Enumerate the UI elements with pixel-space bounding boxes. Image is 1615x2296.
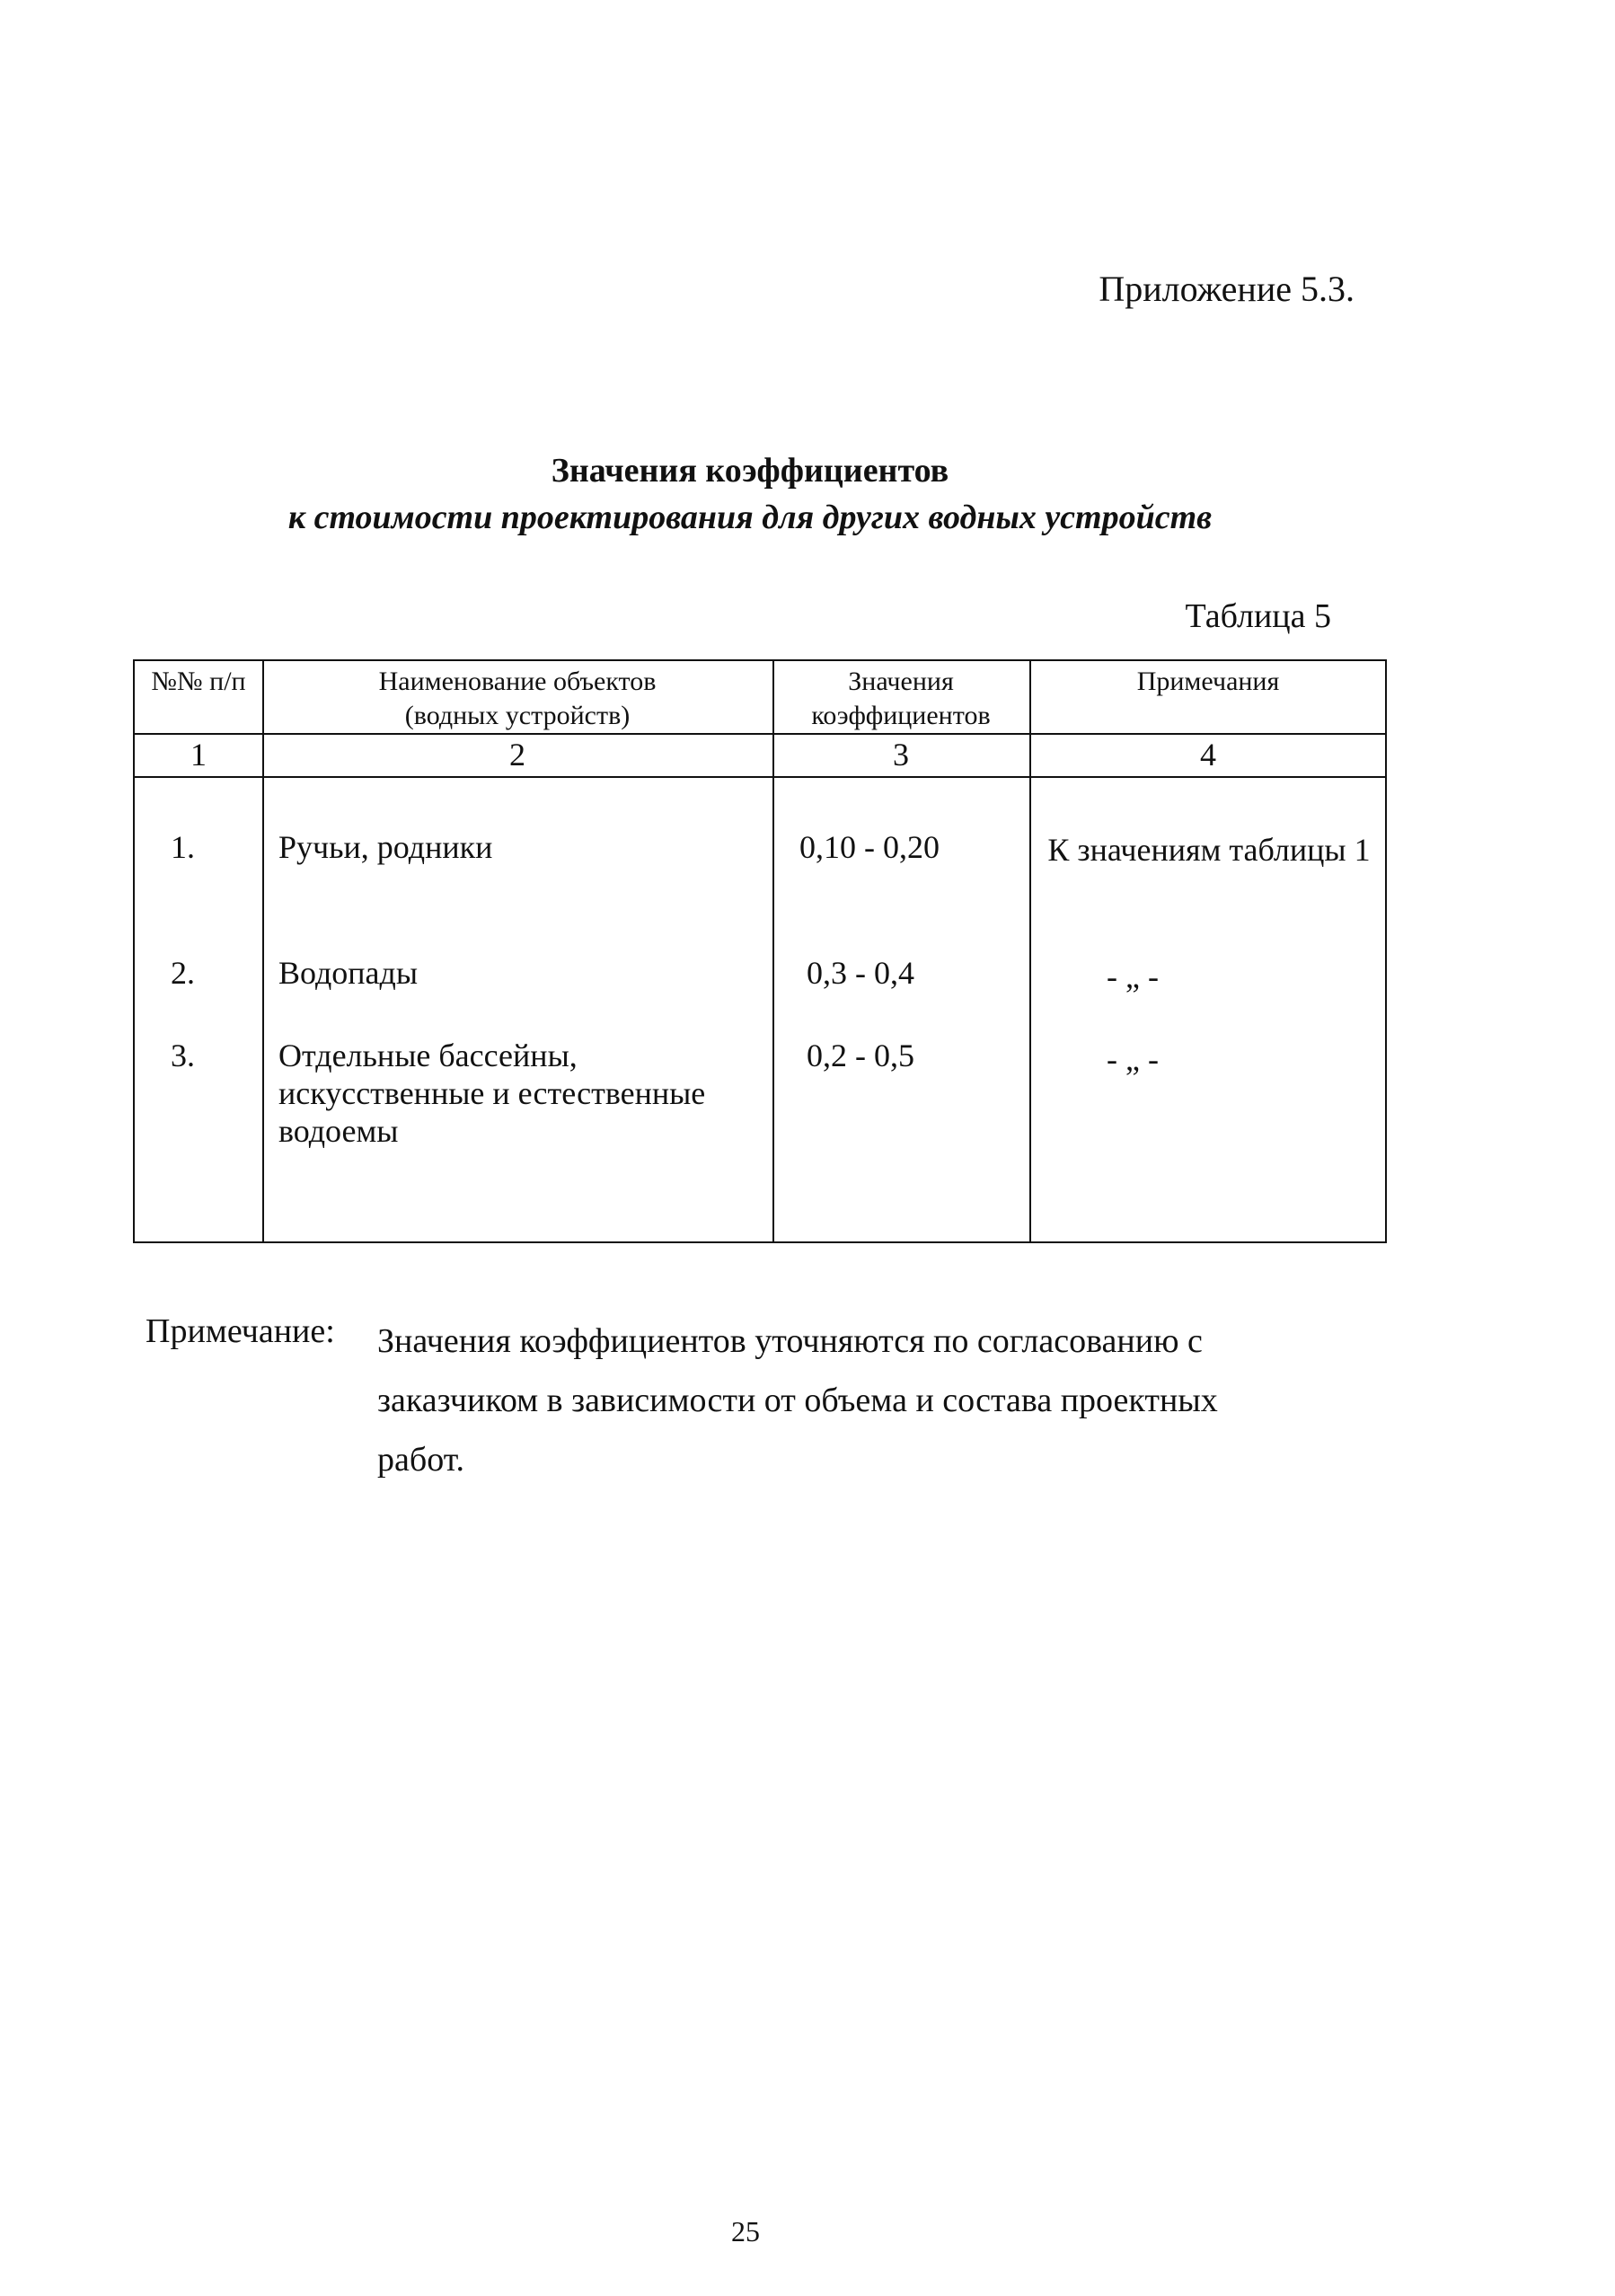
row-note: - „ - — [1107, 958, 1159, 994]
coefficients-table — [133, 659, 1387, 1243]
row-note: К значениям таблицы 1 — [1047, 832, 1371, 868]
header-object-name-line-1: Наименование объектов — [378, 667, 657, 696]
row-note: - „ - — [1107, 1041, 1159, 1077]
row-object-name: Водопады — [278, 955, 419, 991]
row-coefficient-value: 0,2 - 0,5 — [807, 1038, 914, 1073]
title-line-2: к стоимости проектирования для других водных устройств — [287, 499, 1213, 536]
header-number: №№ п/п — [151, 667, 246, 696]
header-coefficient-values-line-2: коэффициентов — [811, 701, 991, 730]
document-title — [0, 447, 1500, 541]
column-number-cell: 4 — [1200, 737, 1216, 773]
row-object-name: Отдельные бассейны, искусственные и естественные водоемы — [278, 1038, 706, 1149]
header-object-name-line-2: (водных устройств) — [404, 701, 631, 730]
header-notes: Примечания — [1136, 667, 1280, 696]
row-number: 2. — [171, 955, 195, 991]
row-coefficient-value: 0,10 - 0,20 — [799, 829, 940, 865]
row-object-name: Ручьи, родники — [278, 829, 493, 865]
note-text: Значения коэффициентов уточняются по согласованию с заказчиком в зависимости от объема и состава проектных работ. — [377, 1322, 1218, 1479]
column-number-cell: 2 — [509, 737, 525, 773]
note-label: Примечание: — [146, 1312, 335, 1350]
title-line-1: Значения коэффициентов — [551, 452, 949, 490]
row-number: 1. — [171, 829, 195, 865]
page-number: 25 — [731, 2215, 760, 2247]
row-coefficient-value: 0,3 - 0,4 — [807, 955, 914, 991]
header-coefficient-values-line-1: Значения — [848, 667, 954, 696]
header-coefficient-values — [772, 665, 1029, 733]
column-number-cell: 1 — [190, 737, 207, 773]
column-number-cell: 3 — [893, 737, 909, 773]
table-row-divider — [135, 733, 1385, 735]
table-label: Таблица 5 — [1185, 597, 1331, 635]
header-object-name — [262, 665, 772, 733]
row-number: 3. — [171, 1038, 195, 1073]
table-row-divider — [135, 776, 1385, 778]
appendix-label: Приложение 5.3. — [1099, 269, 1355, 309]
